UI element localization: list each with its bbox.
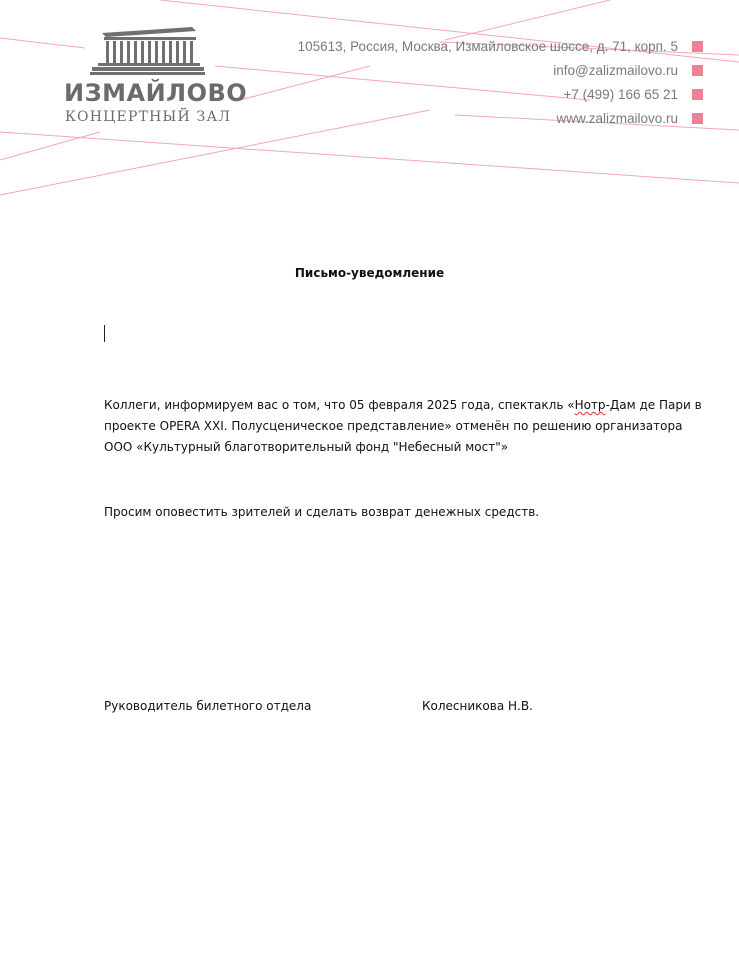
paragraph-request[interactable]: Просим оповестить зрителей и сделать возврат денежных средств. xyxy=(104,505,540,519)
square-bullet-icon xyxy=(692,113,703,124)
spellcheck-flagged-word[interactable]: Нотр xyxy=(574,398,606,412)
square-bullet-icon xyxy=(692,65,703,76)
logo-subtitle: КОНЦЕРТНЫЙ ЗАЛ xyxy=(65,109,232,125)
document-title: Письмо-уведомление xyxy=(294,266,445,280)
contact-email: info@zalizmailovo.ru xyxy=(553,62,678,78)
square-bullet-icon xyxy=(692,89,703,100)
text-cursor[interactable] xyxy=(104,325,105,342)
contact-phone-row xyxy=(298,82,703,106)
contact-phone: +7 (499) 166 65 21 xyxy=(563,86,678,102)
concert-hall-logo xyxy=(60,25,248,130)
logo-title: ИЗМАЙЛОВО xyxy=(64,79,248,107)
paragraph-notice[interactable] xyxy=(104,395,714,458)
contact-website-row xyxy=(298,106,703,130)
contact-email-row xyxy=(298,58,703,82)
paragraph-notice-end: -Дам де Пари в проекте OPERA XXI. Полусценическое представление» отменён по решению организатора ООО «Культурный благотворительный фонд "Небесный мост"» xyxy=(104,398,702,454)
square-bullet-icon xyxy=(692,41,703,52)
paragraph-notice-start: Коллеги, информируем вас о том, что 05 февраля 2025 года, спектакль « xyxy=(104,398,575,412)
contact-list xyxy=(298,34,703,130)
contact-address-row xyxy=(298,34,703,58)
signature-name[interactable]: Колесникова Н.В. xyxy=(422,699,533,713)
contact-address: 105613, Россия, Москва, Измайловское шоссе, д. 71, корп. 5 xyxy=(297,38,678,54)
signature-role[interactable]: Руководитель билетного отдела xyxy=(104,699,312,713)
concert-hall-building-icon xyxy=(90,25,205,77)
contact-website: www.zalizmailovo.ru xyxy=(556,110,678,126)
